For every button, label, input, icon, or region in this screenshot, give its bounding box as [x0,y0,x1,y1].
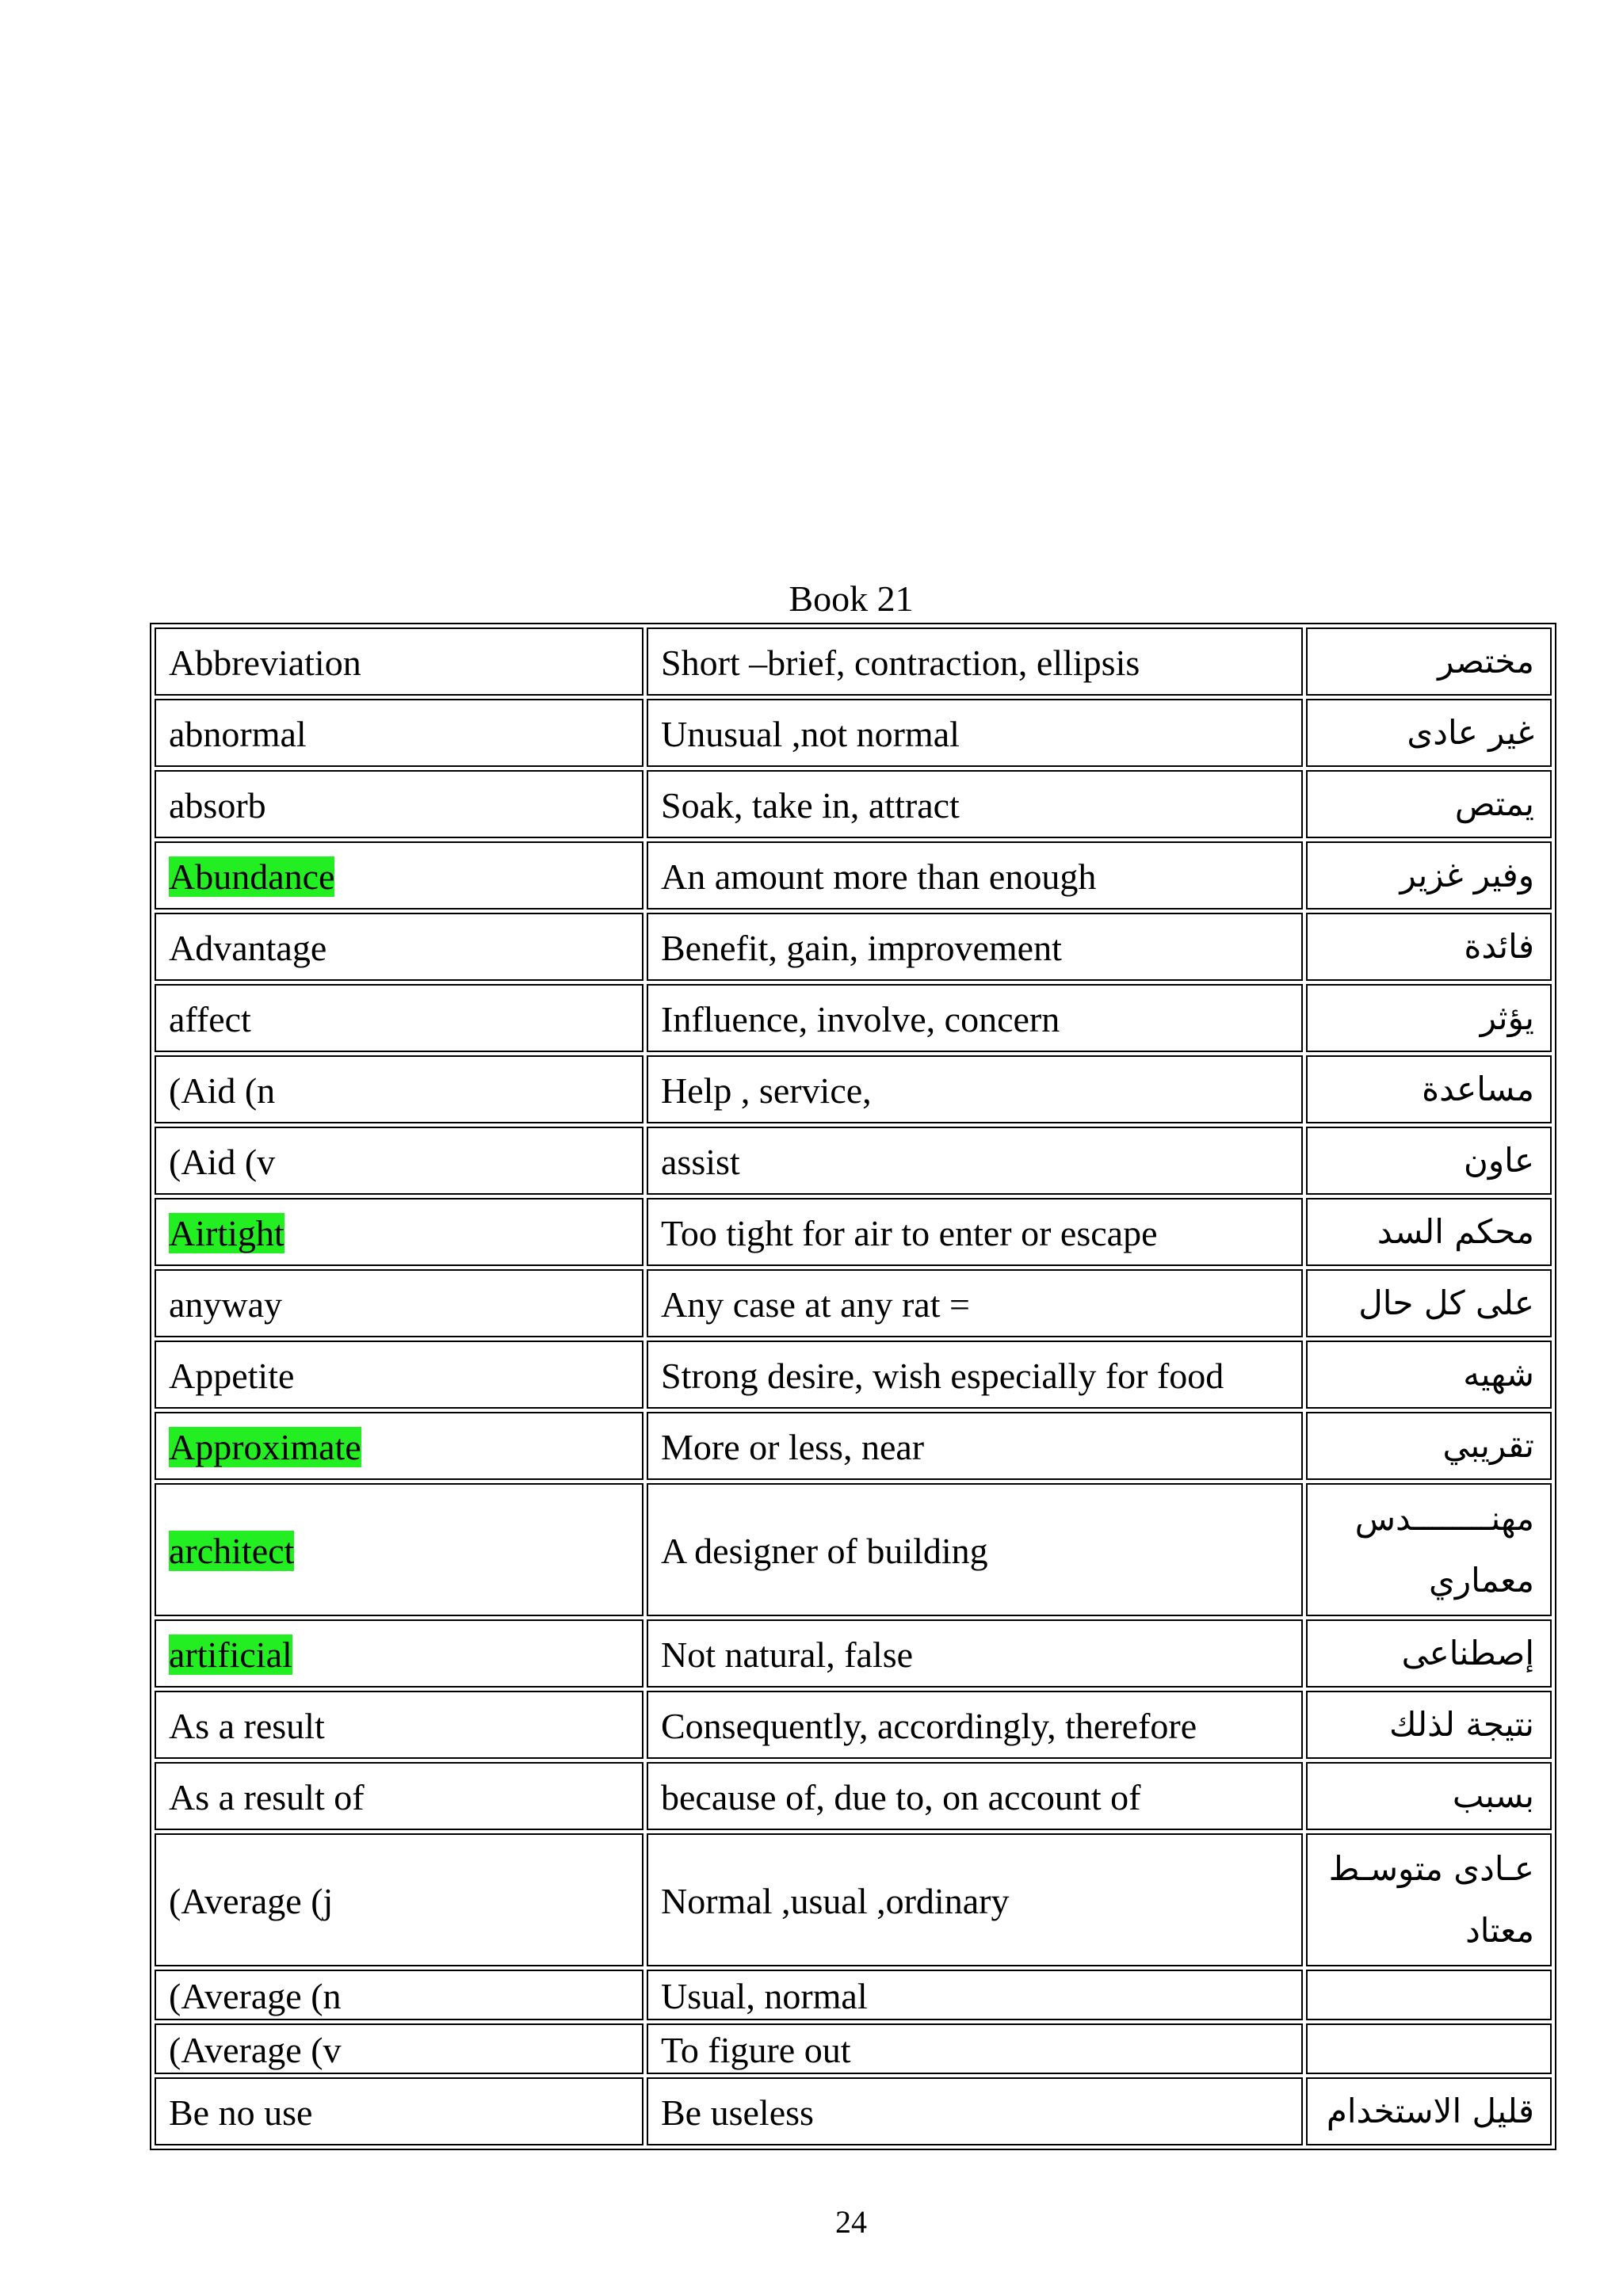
word-text: Abbreviation [169,643,361,683]
table-row [155,1198,1552,1266]
cell-word [155,1269,643,1337]
word-text: (Average (n [169,1976,342,2016]
cell-word [155,984,643,1052]
cell-arabic: مساعدة [1306,1055,1552,1123]
cell-meaning: Strong desire, wish especially for food [647,1341,1303,1409]
cell-meaning: Help , service, [647,1055,1303,1123]
cell-word [155,1970,643,2020]
table-row [155,1412,1552,1480]
cell-meaning: Normal ,usual ,ordinary [647,1833,1303,1966]
cell-word [155,1619,643,1688]
cell-arabic: تقريبي [1306,1412,1552,1480]
page-title: Book 21 [789,578,914,619]
cell-arabic: يؤثر [1306,984,1552,1052]
cell-word [155,2077,643,2145]
table-row [155,1833,1552,1966]
cell-word [155,1483,643,1616]
word-text: (Aid (n [169,1070,276,1111]
table-row [155,1127,1552,1195]
cell-meaning: Be useless [647,2077,1303,2145]
table-row [155,841,1552,910]
cell-word [155,1412,643,1480]
word-text: Approximate [169,1427,361,1467]
word-text: artificial [169,1634,292,1675]
cell-meaning: Short –brief, contraction, ellipsis [647,627,1303,696]
cell-meaning: Soak, take in, attract [647,770,1303,838]
word-text: Abundance [169,856,335,897]
table-row [155,1691,1552,1759]
cell-word [155,2023,643,2074]
table-row [155,699,1552,767]
cell-word [155,1198,643,1266]
cell-arabic [1306,1970,1552,2020]
table-row [155,2023,1552,2074]
cell-word [155,770,643,838]
cell-arabic: محكم السد [1306,1198,1552,1266]
cell-meaning: Consequently, accordingly, therefore [647,1691,1303,1759]
table-row [155,1970,1552,2020]
cell-arabic: وفير غزير [1306,841,1552,910]
table-row [155,984,1552,1052]
cell-meaning: Benefit, gain, improvement [647,913,1303,981]
cell-arabic: مختصر [1306,627,1552,696]
cell-word [155,1341,643,1409]
word-text: (Average (j [169,1881,334,1921]
cell-arabic: يمتص [1306,770,1552,838]
cell-meaning: because of, due to, on account of [647,1762,1303,1830]
word-text: abnormal [169,714,307,754]
word-text: As a result [169,1706,325,1746]
table-row [155,2077,1552,2145]
cell-meaning: Unusual ,not normal [647,699,1303,767]
table-row [155,770,1552,838]
cell-word [155,913,643,981]
table-row [155,1055,1552,1123]
cell-arabic: على كل حال [1306,1269,1552,1337]
cell-meaning: A designer of building [647,1483,1303,1616]
cell-arabic: شهيه [1306,1341,1552,1409]
word-text: Airtight [169,1213,285,1253]
word-text: (Average (v [169,2030,342,2070]
word-text: architect [169,1531,295,1571]
vocabulary-table [150,623,1556,2150]
cell-word [155,627,643,696]
cell-meaning: Not natural, false [647,1619,1303,1688]
table-row [155,1483,1552,1616]
cell-meaning: Influence, involve, concern [647,984,1303,1052]
word-text: Advantage [169,928,327,968]
cell-arabic: غير عادى [1306,699,1552,767]
cell-meaning: Too tight for air to enter or escape [647,1198,1303,1266]
cell-word [155,1055,643,1123]
cell-meaning: Usual, normal [647,1970,1303,2020]
word-text: absorb [169,785,266,826]
cell-word [155,1833,643,1966]
table-row [155,627,1552,696]
cell-meaning: To figure out [647,2023,1303,2074]
cell-arabic: عـادى متوسـط معتاد [1306,1833,1552,1966]
cell-arabic: عاون [1306,1127,1552,1195]
table-row [155,913,1552,981]
cell-meaning: assist [647,1127,1303,1195]
table-row [155,1762,1552,1830]
table-row [155,1269,1552,1337]
cell-meaning: An amount more than enough [647,841,1303,910]
cell-word [155,841,643,910]
word-text: As a result of [169,1777,365,1817]
table-row [155,1619,1552,1688]
word-text: affect [169,999,251,1039]
cell-word [155,1127,643,1195]
word-text: (Aid (v [169,1142,276,1182]
word-text: Appetite [169,1356,295,1396]
cell-arabic [1306,2023,1552,2074]
cell-arabic: قليل الاستخدام [1306,2077,1552,2145]
cell-arabic: مهنــــــــدس معماري [1306,1483,1552,1616]
word-text: Be no use [169,2092,313,2133]
cell-meaning: Any case at any rat = [647,1269,1303,1337]
page-number: 24 [835,2204,867,2240]
cell-word [155,699,643,767]
cell-word [155,1691,643,1759]
cell-arabic: فائدة [1306,913,1552,981]
cell-arabic: نتيجة لذلك [1306,1691,1552,1759]
cell-word [155,1762,643,1830]
cell-arabic: إصطناعى [1306,1619,1552,1688]
cell-meaning: More or less, near [647,1412,1303,1480]
table-row [155,1341,1552,1409]
cell-arabic: بسبب [1306,1762,1552,1830]
word-text: anyway [169,1284,283,1325]
vocabulary-table-body [155,627,1552,2145]
